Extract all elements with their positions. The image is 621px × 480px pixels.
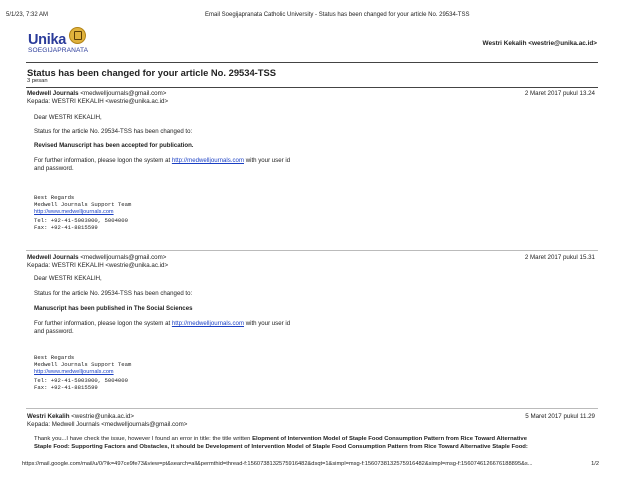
status-line: Status for the article No. 29534-TSS has been changed to: — [34, 128, 193, 135]
divider — [26, 250, 598, 251]
info-line: For further information, please logon the system at http://medwelljournals.com with your user id — [34, 157, 291, 164]
info-line-2: and password. — [34, 328, 74, 335]
seal-icon — [69, 27, 86, 44]
print-title: Email Soegijapranata Catholic University - Status has been changed for your article No. 29534-TSS — [205, 12, 470, 18]
message-recipient: Kepada: WESTRI KEKALIH <westrie@unika.ac.id> — [27, 98, 169, 105]
journal-link[interactable]: http://medwelljournals.com — [171, 320, 245, 327]
status-line: Status for the article No. 29534-TSS has been changed to: — [34, 290, 193, 297]
message-recipient: Kepada: WESTRI KEKALIH <westrie@unika.ac.id> — [27, 262, 169, 269]
message-sender[interactable]: Westri Kekalih <westrie@unika.ac.id> — [27, 413, 134, 420]
print-header — [0, 12, 621, 22]
message-count: 3 pesan — [27, 78, 48, 84]
page-number: 1/2 — [591, 461, 599, 467]
account-label: Westri Kekalih <westrie@unika.ac.id> — [482, 40, 597, 47]
message-body: Thank you...I have check the issue, however I found an error in title: the title written Elopment of Intervention Model of Staple Food Consumption Pattern from Rice Toward Alternative Staple Food: Supporting Factors and Obstacles, it should be Development of Intervention Model of Staple Food Consumption Pattern from Rice Toward Alternative Staple Food: — [34, 436, 528, 450]
divider — [26, 408, 598, 409]
print-footer-url: https://mail.google.com/mail/u/0/?ik=497ce9fe73&view=pt&search=all&permthid=thread-f:1560738132575916482&dsqt=1&simpl=msg-f:1560738132575916482&simpl=msg-f:1560746126676188895&s... — [22, 461, 533, 467]
status-value: Manuscript has been published in The Social Sciences — [34, 305, 193, 312]
divider — [26, 87, 598, 88]
signature-link[interactable]: http://www.medwelljournals.com — [34, 369, 114, 376]
status-value: Revised Manuscript has been accepted for publication. — [34, 142, 194, 149]
signature: Best Regards Medwell Journals Support Team http://www.medwelljournals.com Tel: +92-41-5003000, 5004000 Fax: +92-41-8815599 — [34, 354, 132, 391]
print-datetime: 5/1/23, 7:32 AM — [6, 12, 49, 18]
info-line-2: and password. — [34, 165, 74, 172]
message-date: 2 Maret 2017 pukul 13.24 — [524, 90, 595, 97]
message-sender[interactable]: Medwell Journals <medwelljournals@gmail.com> — [27, 90, 167, 97]
journal-link[interactable]: http://medwelljournals.com — [171, 157, 245, 164]
divider — [26, 62, 598, 63]
signature: Best Regards Medwell Journals Support Team http://www.medwelljournals.com Tel: +92-41-5003000, 5004000 Fax: +92-41-8815599 — [34, 194, 132, 231]
thread-subject: Status has been changed for your article No. 29534-TSS — [27, 67, 277, 78]
info-line: For further information, please logon the system at http://medwelljournals.com with your user id — [34, 320, 291, 327]
logo-name: Unika — [28, 32, 66, 48]
unika-logo — [28, 26, 108, 60]
message-recipient: Kepada: Medwell Journals <medwelljournals@gmail.com> — [27, 421, 188, 428]
message-sender[interactable]: Medwell Journals <medwelljournals@gmail.com> — [27, 254, 167, 261]
greeting: Dear WESTRI KEKALIH, — [34, 275, 102, 282]
message-date: 2 Maret 2017 pukul 15.31 — [524, 254, 595, 261]
greeting: Dear WESTRI KEKALIH, — [34, 114, 102, 121]
message-date: 5 Maret 2017 pukul 11.29 — [525, 413, 595, 420]
signature-link[interactable]: http://www.medwelljournals.com — [34, 209, 114, 216]
logo-subtitle: SOEGIJAPRANATA — [28, 47, 89, 54]
